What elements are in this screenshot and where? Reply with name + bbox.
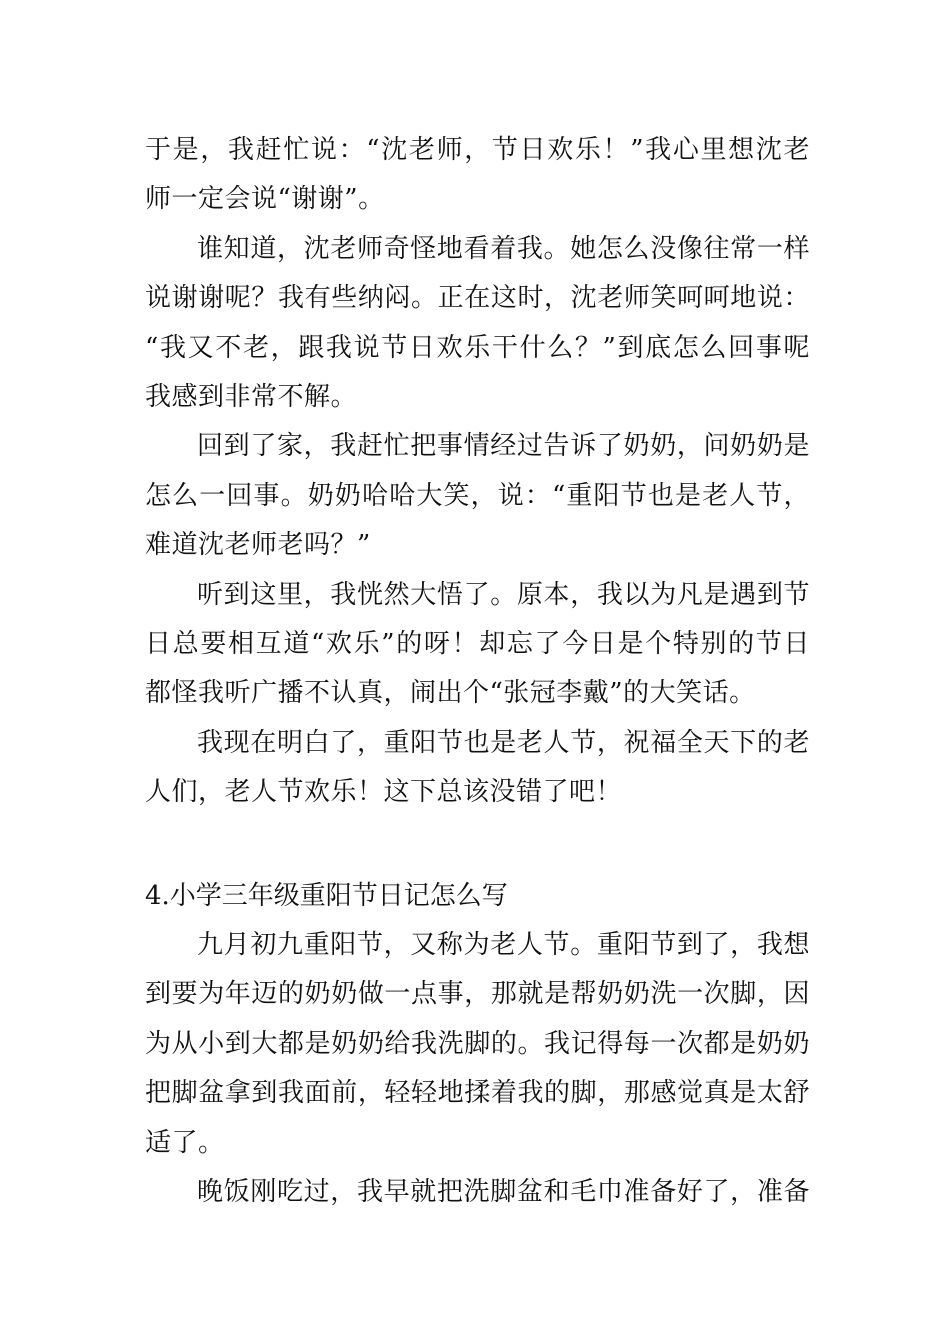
text-line: 适了。 [145,1127,225,1158]
text-line: 师一定会说“谢谢”。 [145,184,385,215]
text-line: 我现在明白了，重阳节也是老人节，祝福全天下的老 [197,727,810,758]
text-line: 怎么一回事。奶奶哈哈大笑，说：“重阳节也是老人节， [145,480,810,511]
section-4-heading: 4.小学三年级重阳节日记怎么写 [145,881,508,911]
text-line: 难道沈老师老吗？” [145,530,371,561]
text-line: 回到了家，我赶忙把事情经过告诉了奶奶，问奶奶是 [197,431,810,462]
text-line: 九月初九重阳节，又称为老人节。重阳节到了，我想 [197,930,810,960]
text-line: 日总要相互道“欢乐”的呀！却忘了今日是个特别的节日 [145,629,810,659]
text-line: 说谢谢呢？我有些纳闷。正在这时，沈老师笑呵呵地说： [145,283,810,314]
text-line: 我感到非常不解。 [145,382,358,412]
text-line: 到要为年迈的奶奶做一点事，那就是帮奶奶洗一次脚，因 [145,979,810,1010]
text-line: 都怪我听广播不认真，闹出个“张冠李戴”的大笑话。 [145,678,756,709]
text-line: 谁知道，沈老师奇怪地看着我。她怎么没像往常一样 [197,233,810,264]
text-line: 听到这里，我恍然大悟了。原本，我以为凡是遇到节 [197,579,810,610]
text-line: “我又不老，跟我说节日欢乐干什么？”到底怎么回事呢 [145,332,810,363]
text-line: 于是，我赶忙说：“沈老师，节日欢乐！”我心里想沈老 [145,135,810,165]
text-line: 把脚盆拿到我面前，轻轻地揉着我的脚，那感觉真是太舒 [145,1078,810,1109]
text-line: 人们，老人节欢乐！这下总该没错了吧！ [145,777,623,808]
text-line: 晚饭刚吃过，我早就把洗脚盆和毛巾准备好了，准备 [197,1177,810,1207]
text-line: 为从小到大都是奶奶给我洗脚的。我记得每一次都是奶奶 [145,1028,810,1059]
